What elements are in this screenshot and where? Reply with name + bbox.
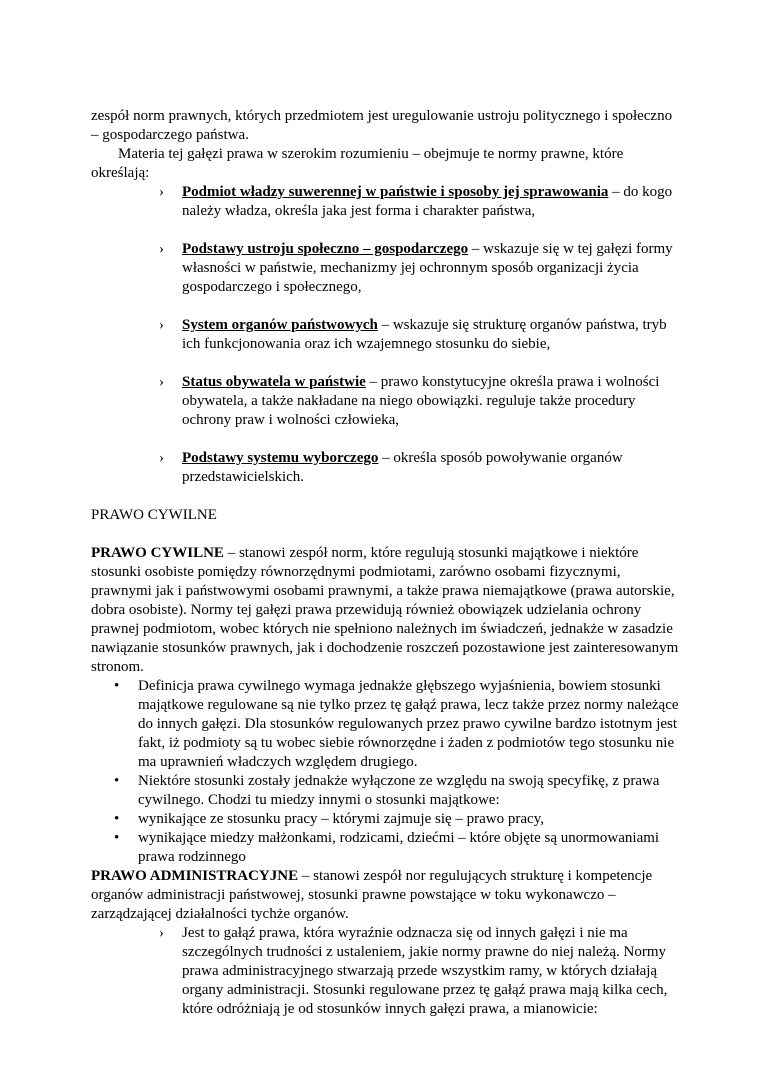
list-item: [91, 240, 681, 297]
bullet-icon: •: [114, 830, 120, 846]
list-item-text: Jest to gałąź prawa, która wyraźnie odznacza się od innych gałęzi i nie ma szczególnych trudności z ustaleniem, jakie normy prawne do niej należą. Normy prawa administracyjnego stwarzają przede wszystkim ramy, w których działają organy administracji. Stosunki regulowane przez tę gałąź prawa mają kilka cech, które odróżniają je od stosunków innych gałęzi prawa, a mianowicie:: [182, 925, 668, 1017]
civil-law-bullets: [91, 677, 681, 867]
administrative-law-definition: – stanowi zespół nor regulujących strukturę i kompetencje organów administracji państwowej, stosunki prawne powstające w toku wykonawczo – zarządzającej działalności tychże organów.: [91, 868, 653, 922]
chevron-icon: ›: [159, 317, 164, 333]
administrative-law-term: PRAWO ADMINISTRACYJNE: [91, 868, 299, 884]
list-item-title: Status obywatela w państwie: [182, 374, 366, 390]
document-page: [91, 107, 681, 1019]
civil-law-paragraph: [91, 544, 681, 677]
list-item: [91, 316, 681, 354]
list-item-text: – określa sposób powoływanie organów przedstawicielskich.: [182, 450, 623, 485]
chevron-icon: ›: [159, 184, 164, 200]
list-item: [91, 924, 681, 1019]
list-item-text: Definicja prawa cywilnego wymaga jednakże głębszego wyjaśnienia, bowiem stosunki majątkowe regulowane są nie tylko przez tę gałąź prawa, lecz także przez normy należące do innych gałęzi. Dla stosunków regulowanych przez prawo cywilne bardzo istotnym jest fakt, iż podmioty są tu wobec siebie równorzędne i żaden z podmiotów tego stosunku nie ma uprawnień władczych względem drugiego.: [138, 678, 679, 770]
list-item: [91, 449, 681, 487]
list-item: [91, 373, 681, 430]
list-item: [91, 772, 681, 810]
list-item-text: – wskazuje się strukturę organów państwa, tryb ich funkcjonowania oraz ich wzajemnego stosunku do siebie,: [182, 317, 667, 352]
list-item-text: wynikające ze stosunku pracy – którymi zajmuje się – prawo pracy,: [138, 811, 544, 827]
chevron-icon: ›: [159, 450, 164, 466]
civil-law-definition: – stanowi zespół norm, które regulują stosunki majątkowe i niektóre stosunki osobiste pomiędzy równorzędnymi podmiotami, zarówno osobami fizycznymi, prawnymi jak i państwowymi osobami prawnymi, a także prawa niemajątkowe (prawa autorskie, dobra osobiste). Normy tej gałęzi prawa przewidują również obowiązek udzielania ochrony prawnej podmiotom, wobec których nie spełniono należnych im świadczeń, jednakże w zasadzie nawiązanie stosunków prawnych, jak i dochodzenie roszczeń pozostawione jest zainteresowanym stronom.: [91, 545, 679, 675]
bullet-icon: •: [114, 678, 120, 694]
intro-scope-paragraph: Materia tej gałęzi prawa w szerokim rozumieniu – obejmuje te normy prawne, które określają:: [91, 146, 624, 181]
chevron-icon: ›: [159, 374, 164, 390]
list-item: [91, 829, 681, 867]
list-item-text: – prawo konstytucyjne określa prawa i wolności obywatela, a także nakładane na niego obowiązki. reguluje także procedury ochrony praw i wolności człowieka,: [182, 374, 660, 428]
list-item-text: – wskazuje się w tej gałęzi formy własności w państwie, mechanizmy jej ochronnym sposób organizacji życia gospodarczego i społecznego,: [182, 241, 673, 295]
list-item: [91, 810, 681, 829]
list-item: [91, 677, 681, 772]
bullet-icon: •: [114, 811, 120, 827]
list-item-text: Niektóre stosunki zostały jednakże wyłączone ze względu na swoją specyfikę, z prawa cywilnego. Chodzi tu miedzy innymi o stosunki majątkowe:: [138, 773, 660, 808]
chevron-icon: ›: [159, 241, 164, 257]
list-item-text: wynikające miedzy małżonkami, rodzicami, dziećmi – które objęte są unormowaniami prawa rodzinnego: [138, 830, 660, 865]
administrative-law-paragraph: [91, 867, 681, 924]
list-item-title: Podstawy ustroju społeczno – gospodarczego: [182, 241, 469, 257]
list-item-title: System organów państwowych: [182, 317, 378, 333]
list-item-title: Podstawy systemu wyborczego: [182, 450, 379, 466]
list-item-title: Podmiot władzy suwerennej w państwie i sposoby jej sprawowania: [182, 184, 609, 200]
list-item-text: – do kogo należy władza, określa jaka jest forma i charakter państwa,: [182, 184, 673, 219]
section-heading-civil-law: PRAWO CYWILNE: [91, 507, 217, 523]
chevron-icon: ›: [159, 925, 164, 941]
constitutional-law-list: [91, 183, 681, 487]
administrative-law-list: [91, 924, 681, 1019]
list-item: [91, 183, 681, 221]
civil-law-term: PRAWO CYWILNE: [91, 545, 224, 561]
intro-paragraph: zespół norm prawnych, których przedmiotem jest uregulowanie ustroju politycznego i społeczno – gospodarczego państwa.: [91, 108, 673, 143]
bullet-icon: •: [114, 773, 120, 789]
